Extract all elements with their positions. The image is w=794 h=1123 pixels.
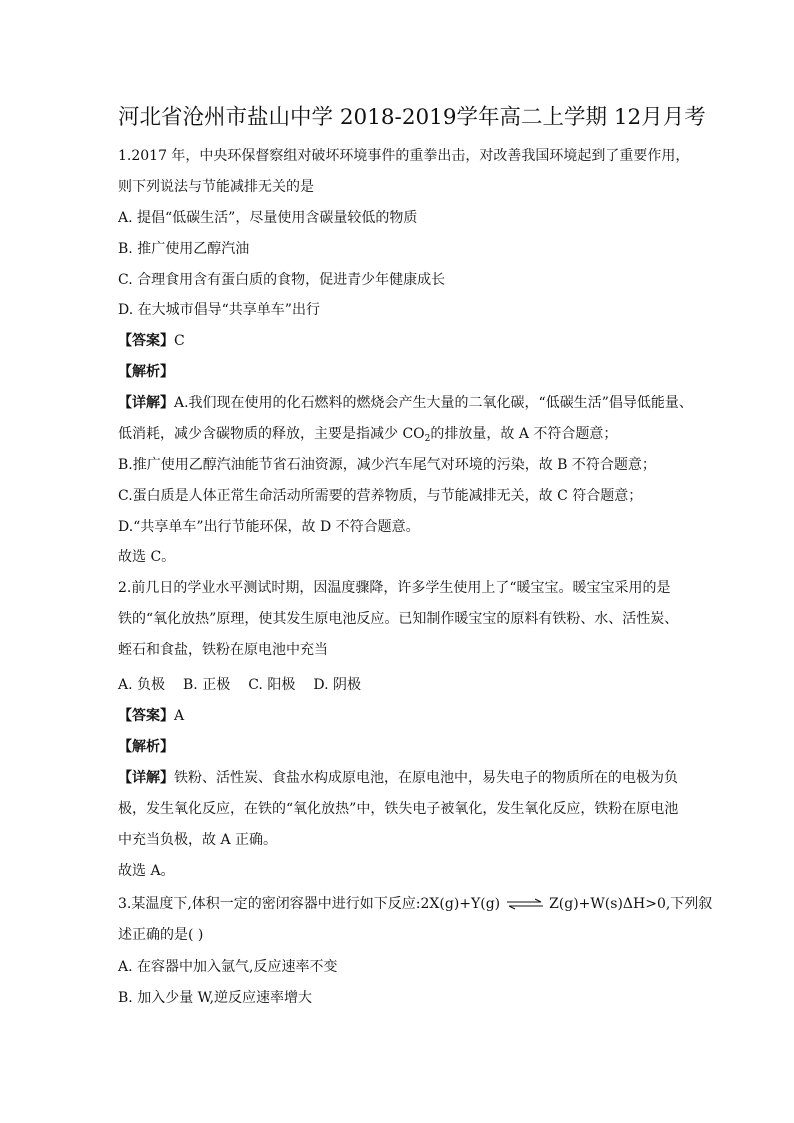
q3-stem-line-2: 述正确的是( ): [118, 927, 204, 943]
answer-value: A: [174, 708, 185, 724]
q1-stem-line-1: 1.2017 年，中央环保督察组对破坏环境事件的重拳出击，对改善我国环境起到了重要作用，: [118, 148, 690, 164]
q1-conclusion: 故选 C。: [118, 549, 176, 565]
q3-reaction-left: 3.某温度下,体积一定的密闭容器中进行如下反应:2X(g)+Y(g): [118, 896, 501, 912]
q1-detail-line-3: B.推广使用乙醇汽油能节省石油资源，减少汽车尾气对环境的污染，故 B 不符合题意；: [118, 457, 656, 473]
q1-option-a: A. 提倡“低碳生活”，尽量使用含碳量较低的物质: [118, 210, 418, 226]
q1-analysis-tag: [118, 362, 174, 382]
q1-detail-line-5: D.“共享单车”出行节能环保，故 D 不符合题意。: [118, 519, 420, 535]
answer-tag: 【答案】: [118, 708, 174, 724]
page-title: 河北省沧州市盐山中学 2018-2019学年高二上学期 12月月考: [118, 105, 706, 130]
detail-text: A.我们现在使用的化石燃料的燃烧会产生大量的二氧化碳，“低碳生活”倡导低能量、: [174, 395, 693, 411]
analysis-tag: 【解析】: [118, 739, 174, 755]
q2-option-d: D. 阴极: [313, 677, 361, 693]
detail-text: 铁粉、活性炭、食盐水构成原电池，在原电池中，易失电子的物质所在的电极为负: [174, 770, 678, 786]
equilibrium-arrow-icon: [505, 898, 545, 910]
q2-conclusion: 故选 A。: [118, 863, 175, 879]
q2-detail-line-3: 中充当负极，故 A 正确。: [118, 832, 278, 848]
q2-answer: [118, 706, 184, 726]
q1-option-d: D. 在大城市倡导“共享单车”出行: [118, 302, 320, 318]
q1-answer: [118, 331, 185, 351]
analysis-tag: 【解析】: [118, 364, 174, 380]
q2-stem-line-1: 2.前几日的学业水平测试时期，因温度骤降，许多学生使用上了“暖宝宝。暖宝宝采用的是: [118, 580, 671, 596]
subscript: 2: [424, 434, 431, 444]
q3-option-b: B. 加入少量 W,逆反应速率增大: [118, 990, 313, 1006]
q2-stem-line-3: 蛭石和食盐，铁粉在原电池中充当: [118, 642, 328, 658]
detail-text: 的排放量，故 A 不符合题意；: [430, 426, 618, 442]
q2-stem-line-2: 铁的“氧化放热”原理，使其发生原电池反应。已知制作暖宝宝的原料有铁粉、水、活性炭、: [118, 611, 679, 627]
q3-reaction-right: Z(g)+W(s)ΔH>0,下列叙: [549, 896, 713, 912]
answer-value: C: [174, 333, 185, 349]
q2-options: [118, 675, 361, 695]
detail-tag: 【详解】: [118, 395, 174, 411]
q1-detail-line-1: [118, 393, 693, 413]
q1-detail-line-2: [118, 424, 617, 444]
q2-detail-line-1: [118, 768, 678, 788]
q2-analysis-tag: [118, 737, 174, 757]
q2-option-b: B. 正极: [183, 677, 231, 693]
q1-option-c: C. 合理食用含有蛋白质的食物，促进青少年健康成长: [118, 272, 446, 288]
q2-option-a: A. 负极: [118, 677, 166, 693]
detail-text: 低消耗，减少含碳物质的释放，主要是指减少 CO: [118, 426, 425, 442]
q1-stem-line-2: 则下列说法与节能减排无关的是: [118, 179, 314, 195]
answer-tag: 【答案】: [118, 333, 174, 349]
q1-option-b: B. 推广使用乙醇汽油: [118, 241, 250, 257]
q2-detail-line-2: 极，发生氧化反应，在铁的“氧化放热”中，铁失电子被氧化，发生氧化反应，铁粉在原电池: [118, 801, 679, 817]
detail-tag: 【详解】: [118, 770, 174, 786]
q3-option-a: A. 在容器中加入氩气,反应速率不变: [118, 959, 338, 975]
q3-stem-line-1: [118, 894, 712, 914]
q1-detail-line-4: C.蛋白质是人体正常生命活动所需要的营养物质，与节能减排无关，故 C 符合题意；: [118, 488, 643, 504]
q2-option-c: C. 阳极: [248, 677, 296, 693]
